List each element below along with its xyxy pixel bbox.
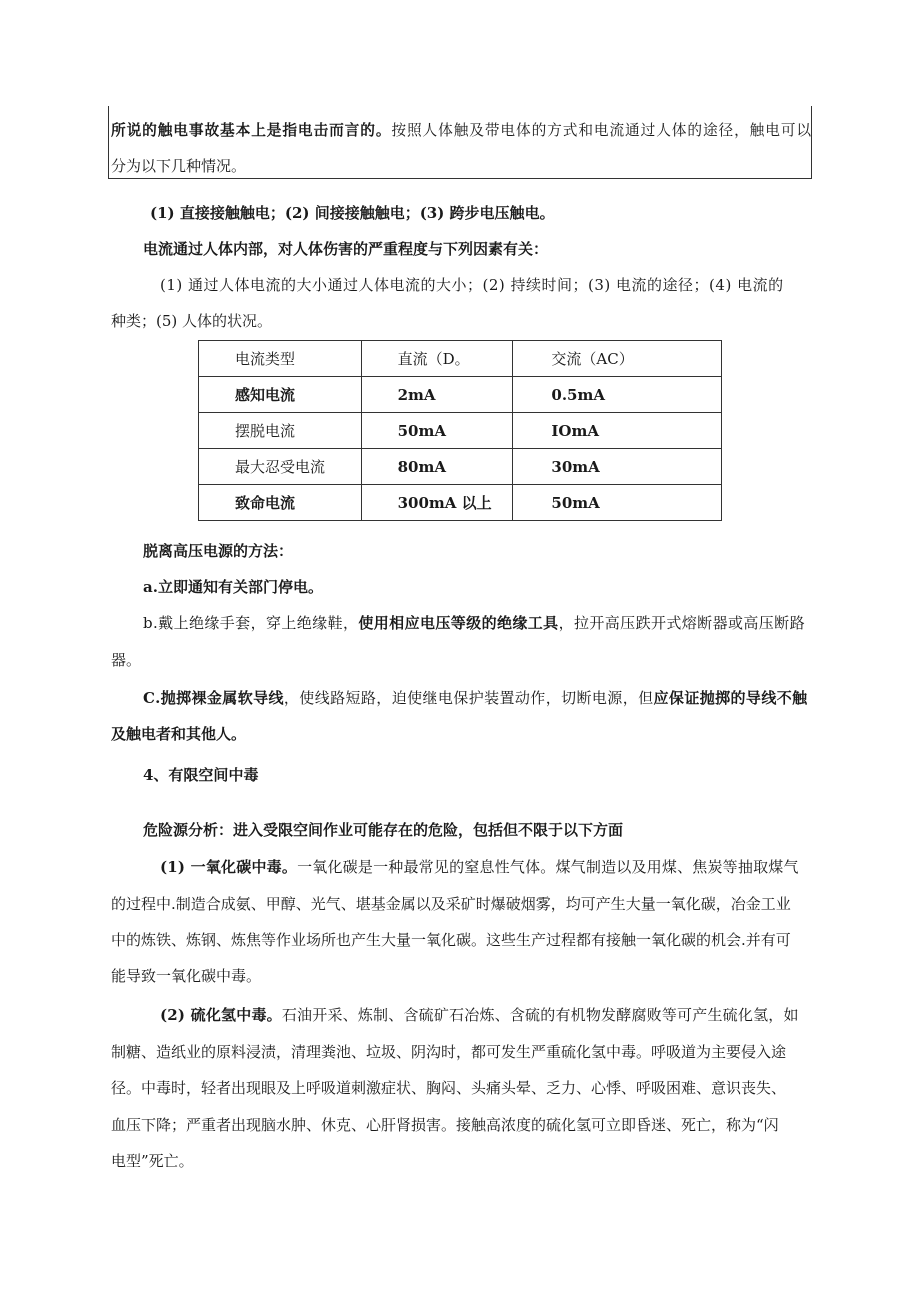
method-c-bold-2: 应保证抛掷的导线不触	[653, 689, 808, 707]
method-b-bold: 使用相应电压等级的绝缘工具	[358, 614, 559, 632]
table-row	[199, 449, 722, 485]
method-b-line-2: 器。	[111, 651, 142, 669]
method-c-line-1	[143, 688, 808, 708]
table-header-cell: 电流类型	[199, 341, 362, 377]
table-cell: 2mA	[361, 377, 513, 413]
boxed-line-1	[111, 120, 812, 140]
co-line-1-text: 一氧化碳是一种最常见的窒息性气体。煤气制造以及用煤、焦炭等抽取煤气	[297, 858, 799, 876]
table-cell: 30mA	[513, 449, 722, 485]
table-cell: 80mA	[361, 449, 513, 485]
method-c-line-2: 及触电者和其他人。	[111, 725, 247, 743]
h2s-line-1	[160, 1005, 799, 1025]
method-b-suffix: ，拉开高压跌开式熔断器或高压断路	[558, 614, 805, 632]
boxed-line-1-bold: 所说的触电事故基本上是指电击而言的。	[111, 121, 392, 139]
boxed-line-2: 分为以下几种情况。	[111, 157, 247, 175]
table-cell: 50mA	[361, 413, 513, 449]
method-c-mid: ，使线路短路，迫使继电保护装置动作，切断电源，但	[283, 689, 654, 707]
table-header-cell: 交流（AC）	[513, 341, 722, 377]
table-cell: 50mA	[513, 485, 722, 521]
table-cell: IOmA	[513, 413, 722, 449]
table-row	[199, 377, 722, 413]
h2s-line-5: 电型”死亡。	[111, 1152, 194, 1170]
table-cell: 感知电流	[199, 377, 362, 413]
co-bold: (1) 一氧化碳中毒。	[160, 858, 298, 876]
h2s-line-2: 制糖、造纸业的原料浸渍，清理粪池、垃圾、阴沟时，都可发生严重硫化氢中毒。呼吸道为主要侵入途	[111, 1043, 787, 1061]
h2s-line-3: 径。中毒时，轻者出现眼及上呼吸道刺激症状、胸闷、头痛头晕、乏力、心悸、呼吸困难、意识丧失、	[111, 1079, 787, 1097]
co-line-4: 能导致一氧化碳中毒。	[111, 967, 262, 985]
table-cell: 最大忍受电流	[199, 449, 362, 485]
table-cell: 摆脱电流	[199, 413, 362, 449]
method-a: a.立即通知有关部门停电。	[143, 578, 323, 596]
method-heading: 脱离高压电源的方法：	[143, 542, 294, 560]
h2s-line-4: 血压下降；严重者出现脑水肿、休克、心肝肾损害。接触高浓度的硫化氢可立即昏迷、死亡，称为“闪	[111, 1116, 779, 1134]
factors-line-2: 种类；(5) 人体的状况。	[111, 312, 273, 330]
co-line-3: 中的炼铁、炼钢、炼焦等作业场所也产生大量一氧化碳。这些生产过程都有接触一氧化碳的机会.并有可	[111, 931, 791, 949]
co-line-2: 的过程中.制造合成氨、甲醇、光气、堪基金属以及采矿时爆破烟雾，均可产生大量一氧化碳，冶金工业	[111, 895, 791, 913]
method-c-bold-1: C.抛掷裸金属软导线	[143, 689, 284, 707]
table-row	[199, 485, 722, 521]
table-header-cell: 直流（D。	[361, 341, 513, 377]
shock-types: (1) 直接接触触电；(2) 间接接触触电；(3) 跨步电压触电。	[150, 204, 555, 222]
co-line-1	[160, 857, 799, 877]
method-b-line-1	[143, 613, 805, 633]
table-row	[199, 413, 722, 449]
table-cell: 0.5mA	[513, 377, 722, 413]
table-cell: 致命电流	[199, 485, 362, 521]
method-b-prefix: b.戴上绝缘手套，穿上绝缘鞋，	[143, 614, 359, 632]
factors-line-1: (1) 通过人体电流的大小通过人体电流的大小；(2) 持续时间；(3) 电流的途径；(4) 电流的	[160, 276, 784, 294]
boxed-line-1-rest: 按照人体触及带电体的方式和电流通过人体的途径，触电可以	[391, 121, 812, 139]
section-title: 4、有限空间中毒	[143, 766, 259, 784]
h2s-bold: (2) 硫化氢中毒。	[160, 1006, 282, 1024]
table-header-row	[199, 341, 722, 377]
current-table	[198, 340, 722, 521]
h2s-line-1-text: 石油开采、炼制、含硫矿石冶炼、含硫的有机物发酵腐败等可产生硫化氢，如	[281, 1006, 799, 1024]
factors-heading: 电流通过人体内部，对人体伤害的严重程度与下列因素有关：	[143, 240, 549, 258]
hazard-heading: 危险源分析：进入受限空间作业可能存在的危险，包括但不限于以下方面	[143, 821, 624, 839]
table-cell: 300mA 以上	[361, 485, 513, 521]
